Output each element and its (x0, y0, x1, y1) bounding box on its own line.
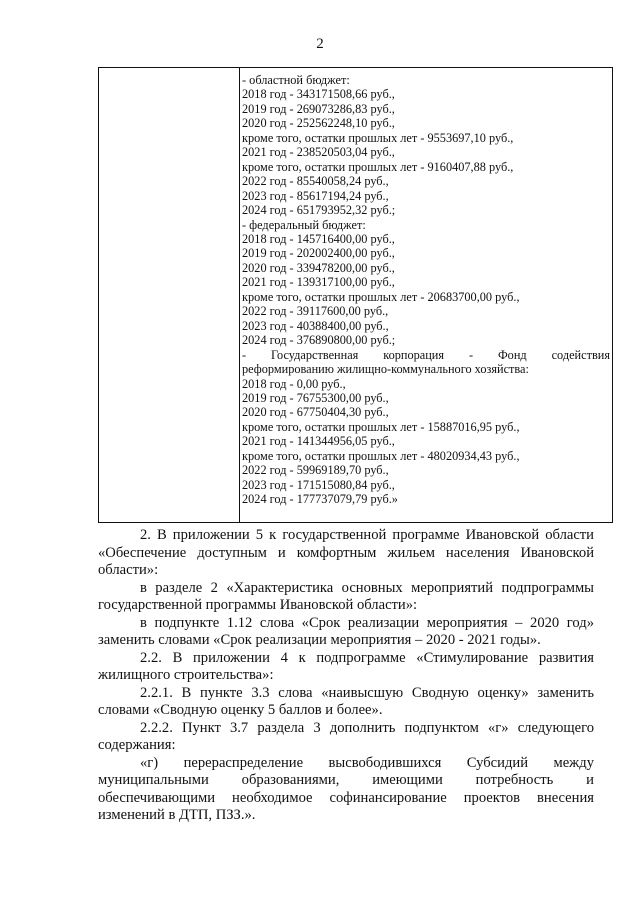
table-line: 2018 год - 0,00 руб., (242, 376, 346, 391)
table-line: 2024 год - 177737079,79 руб.» (242, 492, 398, 507)
table-line: 2019 год - 269073286,83 руб., (242, 101, 395, 116)
table-line: кроме того, остатки прошлых лет - 9553697,10 руб., (242, 130, 514, 145)
table-line: кроме того, остатки прошлых лет - 9160407,88 руб., (242, 159, 514, 174)
paragraph: в разделе 2 «Характеристика основных мероприятий подпрограммы государственной программы Ивановской области»: (98, 579, 594, 613)
table-column-divider (239, 68, 240, 522)
table-line: 2022 год - 39117600,00 руб., (242, 304, 389, 319)
paragraph: 2.2.1. В пункте 3.3 слова «наивысшую Сводную оценку» заменить словами «Сводную оценку 5 баллов и более». (98, 684, 594, 718)
table-line: 2021 год - 238520503,04 руб., (242, 145, 395, 160)
table-line: 2022 год - 85540058,24 руб., (242, 174, 389, 189)
table-line: 2021 год - 139317100,00 руб., (242, 275, 395, 290)
table-line: 2018 год - 343171508,66 руб., (242, 87, 395, 102)
paragraph: «г) перераспределение высвободившихся Субсидий между муниципальными образованиями, имеющими потребность и обеспечивающими необходимое софинансирование проектов внесения изменений в ДТП, ПЗЗ.». (98, 754, 594, 823)
table-line: 2020 год - 252562248,10 руб., (242, 116, 395, 131)
table-line: 2020 год - 67750404,30 руб., (242, 405, 389, 420)
table-line: 2023 год - 40388400,00 руб., (242, 318, 389, 333)
table-line: 2019 год - 202002400,00 руб., (242, 246, 395, 261)
table-line: 2023 год - 85617194,24 руб., (242, 188, 389, 203)
document-body (98, 527, 594, 825)
funding-cell (242, 73, 610, 507)
table-line: 2018 год - 145716400,00 руб., (242, 231, 395, 246)
paragraph: 2.2.2. Пункт 3.7 раздела 3 дополнить подпунктом «г» следующего содержания: (98, 719, 594, 753)
table-line: - Государственная корпорация - Фонд содействия (242, 347, 610, 362)
paragraph: в подпункте 1.12 слова «Срок реализации мероприятия – 2020 год» заменить словами «Срок реализации мероприятия – 2020 - 2021 годы». (98, 614, 594, 648)
paragraph: 2.2. В приложении 4 к подпрограмме «Стимулирование развития жилищного строительства»: (98, 649, 594, 683)
table-line: кроме того, остатки прошлых лет - 48020934,43 руб., (242, 448, 520, 463)
table-line: 2024 год - 651793952,32 руб.; (242, 203, 396, 218)
paragraph: 2. В приложении 5 к государственной программе Ивановской области «Обеспечение доступным и комфортным жильем населения Ивановской области»: (98, 527, 594, 578)
table-line: реформированию жилищно-коммунального хозяйства: (242, 362, 529, 377)
table-line: 2022 год - 59969189,70 руб., (242, 463, 389, 478)
table-line: 2023 год - 171515080,84 руб., (242, 477, 395, 492)
table-line: 2020 год - 339478200,00 руб., (242, 260, 395, 275)
table-line: 2021 год - 141344956,05 руб., (242, 434, 395, 449)
table-line: кроме того, остатки прошлых лет - 20683700,00 руб., (242, 289, 520, 304)
table-line: - областной бюджет: (242, 73, 350, 87)
funding-table (98, 67, 613, 523)
page-number: 2 (316, 36, 324, 52)
table-line: - федеральный бюджет: (242, 217, 366, 232)
table-line: 2024 год - 376890800,00 руб.; (242, 333, 396, 348)
table-line: кроме того, остатки прошлых лет - 15887016,95 руб., (242, 419, 520, 434)
table-line: 2019 год - 76755300,00 руб., (242, 390, 389, 405)
